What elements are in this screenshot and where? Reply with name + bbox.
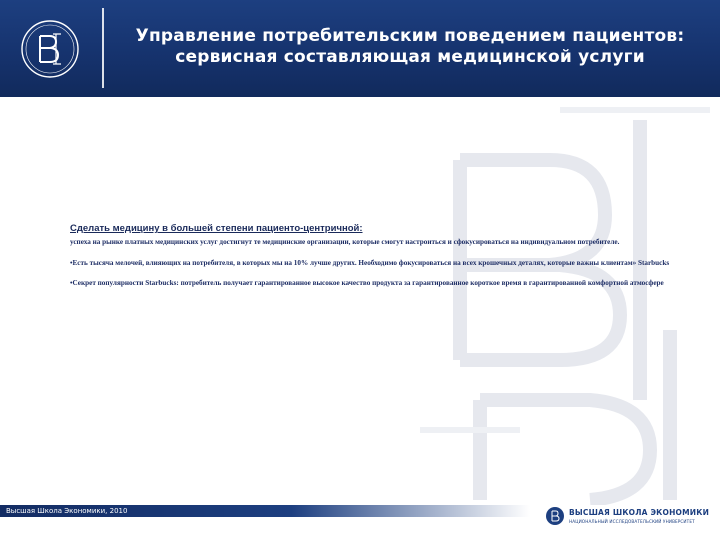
footer-copyright: Высшая Школа Экономики, 2010 bbox=[6, 507, 128, 515]
slide-title bbox=[112, 26, 708, 68]
slide-footer bbox=[0, 505, 720, 540]
body-paragraph-3: •Секрет популярности Starbucks: потребитель получает гарантированное высокое качество продукта за гарантированное короткое время в гарантированной комфортной атмосфере bbox=[70, 279, 664, 287]
body-paragraph-1: успеха на рынке платных медицинских услуг достигнут те медицинские организации, которые смогут настроиться и сфокусироваться на индивидуальном потребителе. bbox=[70, 238, 620, 246]
slide-title-line1: Управление потребительским поведением пациентов: bbox=[135, 26, 685, 46]
footer-brand-name: ВЫСШАЯ ШКОЛА ЭКОНОМИКИ bbox=[569, 508, 710, 517]
hse-circle-icon bbox=[545, 506, 565, 526]
hse-logo-icon bbox=[12, 14, 88, 84]
spacer bbox=[70, 248, 680, 258]
body-heading: Сделать медицину в большей степени пациенто-центричной: bbox=[70, 223, 363, 234]
footer-band bbox=[0, 505, 530, 517]
watermark-logo-icon bbox=[420, 100, 720, 505]
body-paragraph-2: •Есть тысяча мелочей, влияющих на потребителя, в которых мы на 10% лучше других. Необходимо фокусироваться на всех крошечных деталях, которые важны клиентам» Starbucks bbox=[70, 258, 670, 267]
footer-brand bbox=[545, 505, 720, 535]
slide-body bbox=[70, 223, 680, 289]
spacer bbox=[70, 268, 680, 278]
slide-header bbox=[0, 0, 720, 97]
footer-brand-subtitle: НАЦИОНАЛЬНЫЙ ИССЛЕДОВАТЕЛЬСКИЙ УНИВЕРСИТЕТ bbox=[569, 519, 695, 524]
slide-title-line2: сервисная составляющая медицинской услуги bbox=[175, 47, 645, 67]
header-divider bbox=[102, 8, 104, 88]
